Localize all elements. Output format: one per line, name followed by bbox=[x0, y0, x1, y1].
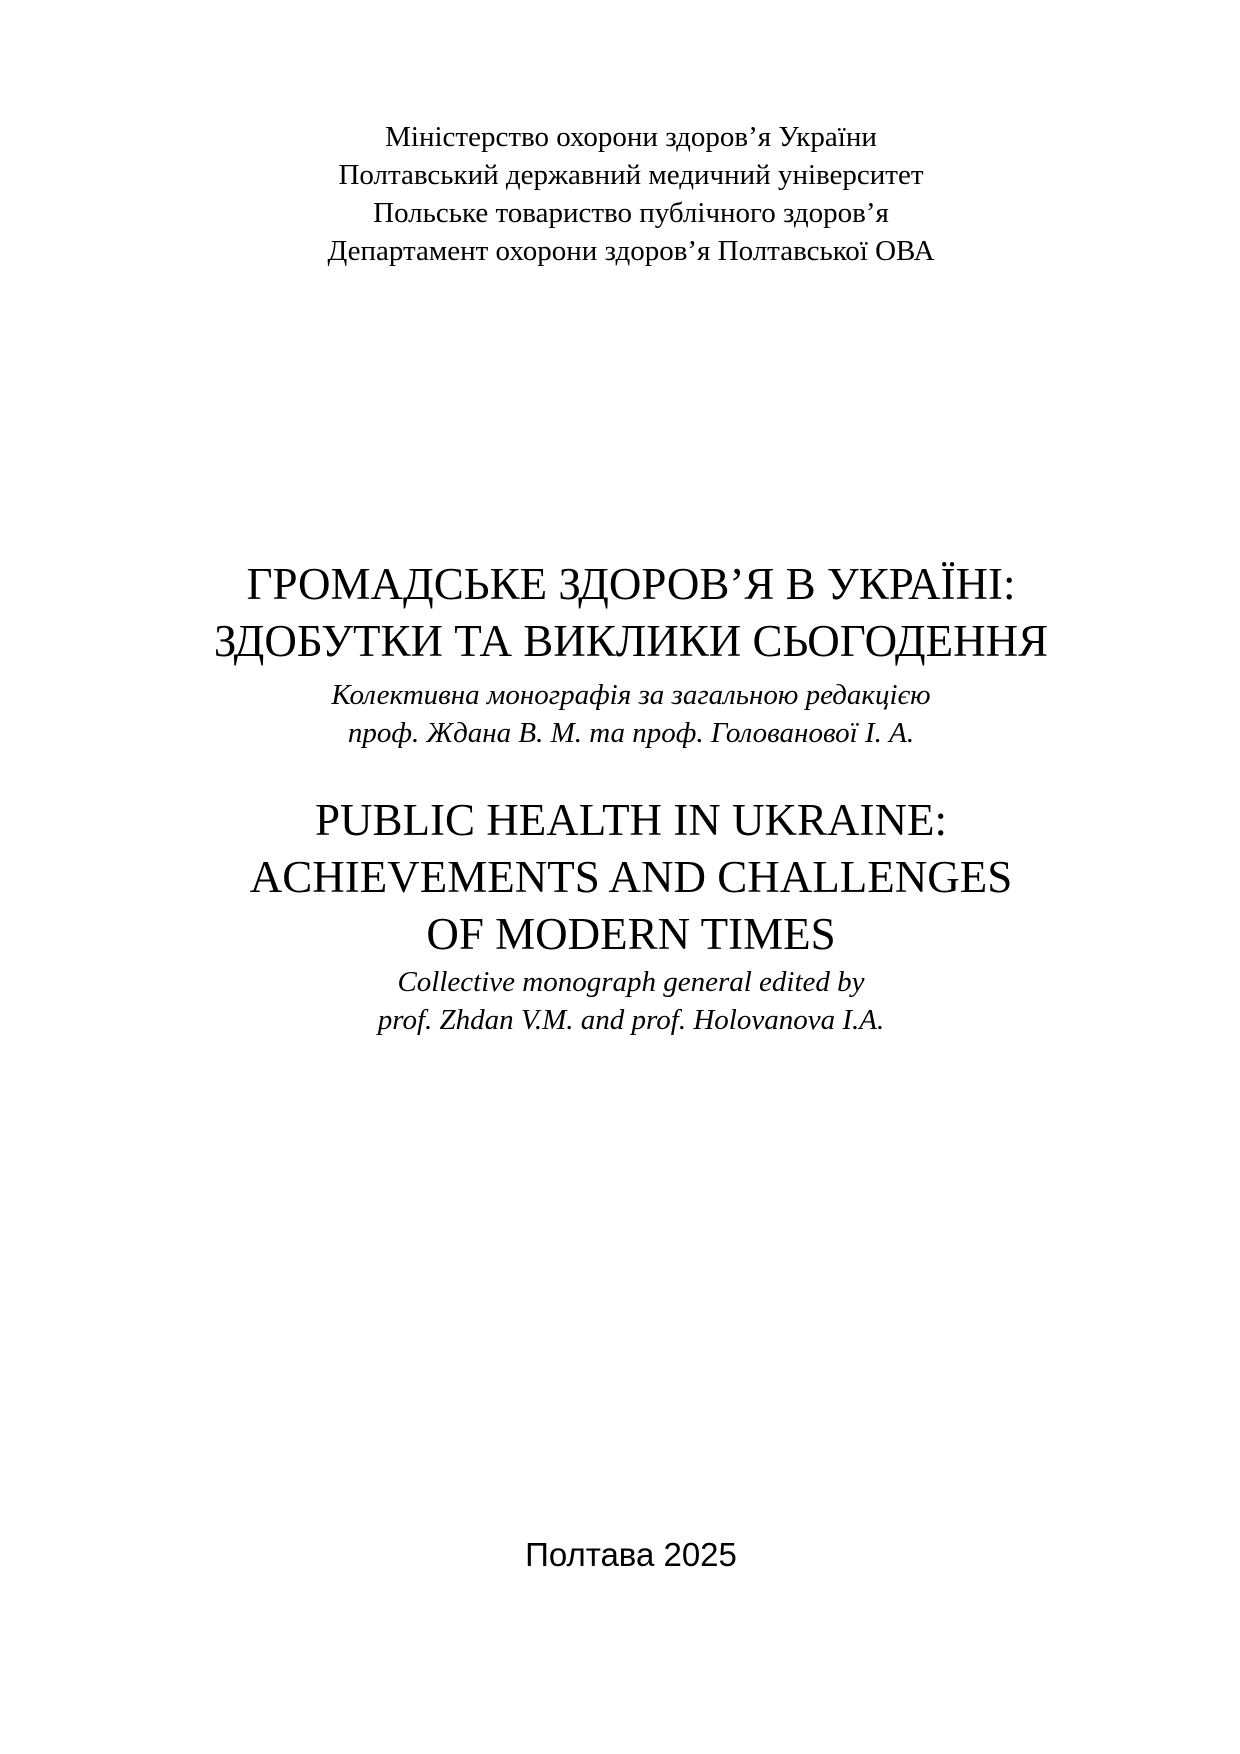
subtitle-ukrainian bbox=[22, 676, 1240, 752]
title-english-line-3: OF MODERN TIMES bbox=[426, 909, 836, 959]
org-line-university: Полтавський державний медичний університет bbox=[338, 159, 924, 191]
org-line-ministry: Міністерство охорони здоров’я України bbox=[385, 121, 877, 153]
title-ukrainian-line-1: ГРОМАДСЬКЕ ЗДОРОВ’Я В УКРАЇНІ: bbox=[246, 559, 1016, 609]
subtitle-english-line-1: Collective monograph general edited by bbox=[397, 966, 865, 998]
organization-header bbox=[22, 0, 1240, 270]
subtitle-ukrainian-line-1: Колективна монографія за загальною редакцією bbox=[331, 679, 931, 711]
title-ukrainian bbox=[22, 556, 1240, 670]
subtitle-english-line-2: prof. Zhdan V.M. and prof. Holovanova I.A. bbox=[377, 1004, 885, 1036]
org-line-society: Польське товариство публічного здоров’я bbox=[373, 197, 889, 229]
org-line-department: Департамент охорони здоров’я Полтавської ОВА bbox=[327, 235, 935, 267]
title-english-line-1: PUBLIC HEALTH IN UKRAINE: bbox=[314, 795, 948, 845]
subtitle-english bbox=[22, 963, 1240, 1039]
title-english-line-2: ACHIEVEMENTS AND CHALLENGES bbox=[249, 852, 1013, 902]
title-ukrainian-line-2: ЗДОБУТКИ ТА ВИКЛИКИ СЬОГОДЕННЯ bbox=[213, 616, 1049, 666]
title-english bbox=[22, 792, 1240, 963]
subtitle-ukrainian-line-2: проф. Ждана В. М. та проф. Голованової І. А. bbox=[347, 717, 915, 749]
imprint-city-year: Полтава 2025 bbox=[525, 1536, 737, 1573]
